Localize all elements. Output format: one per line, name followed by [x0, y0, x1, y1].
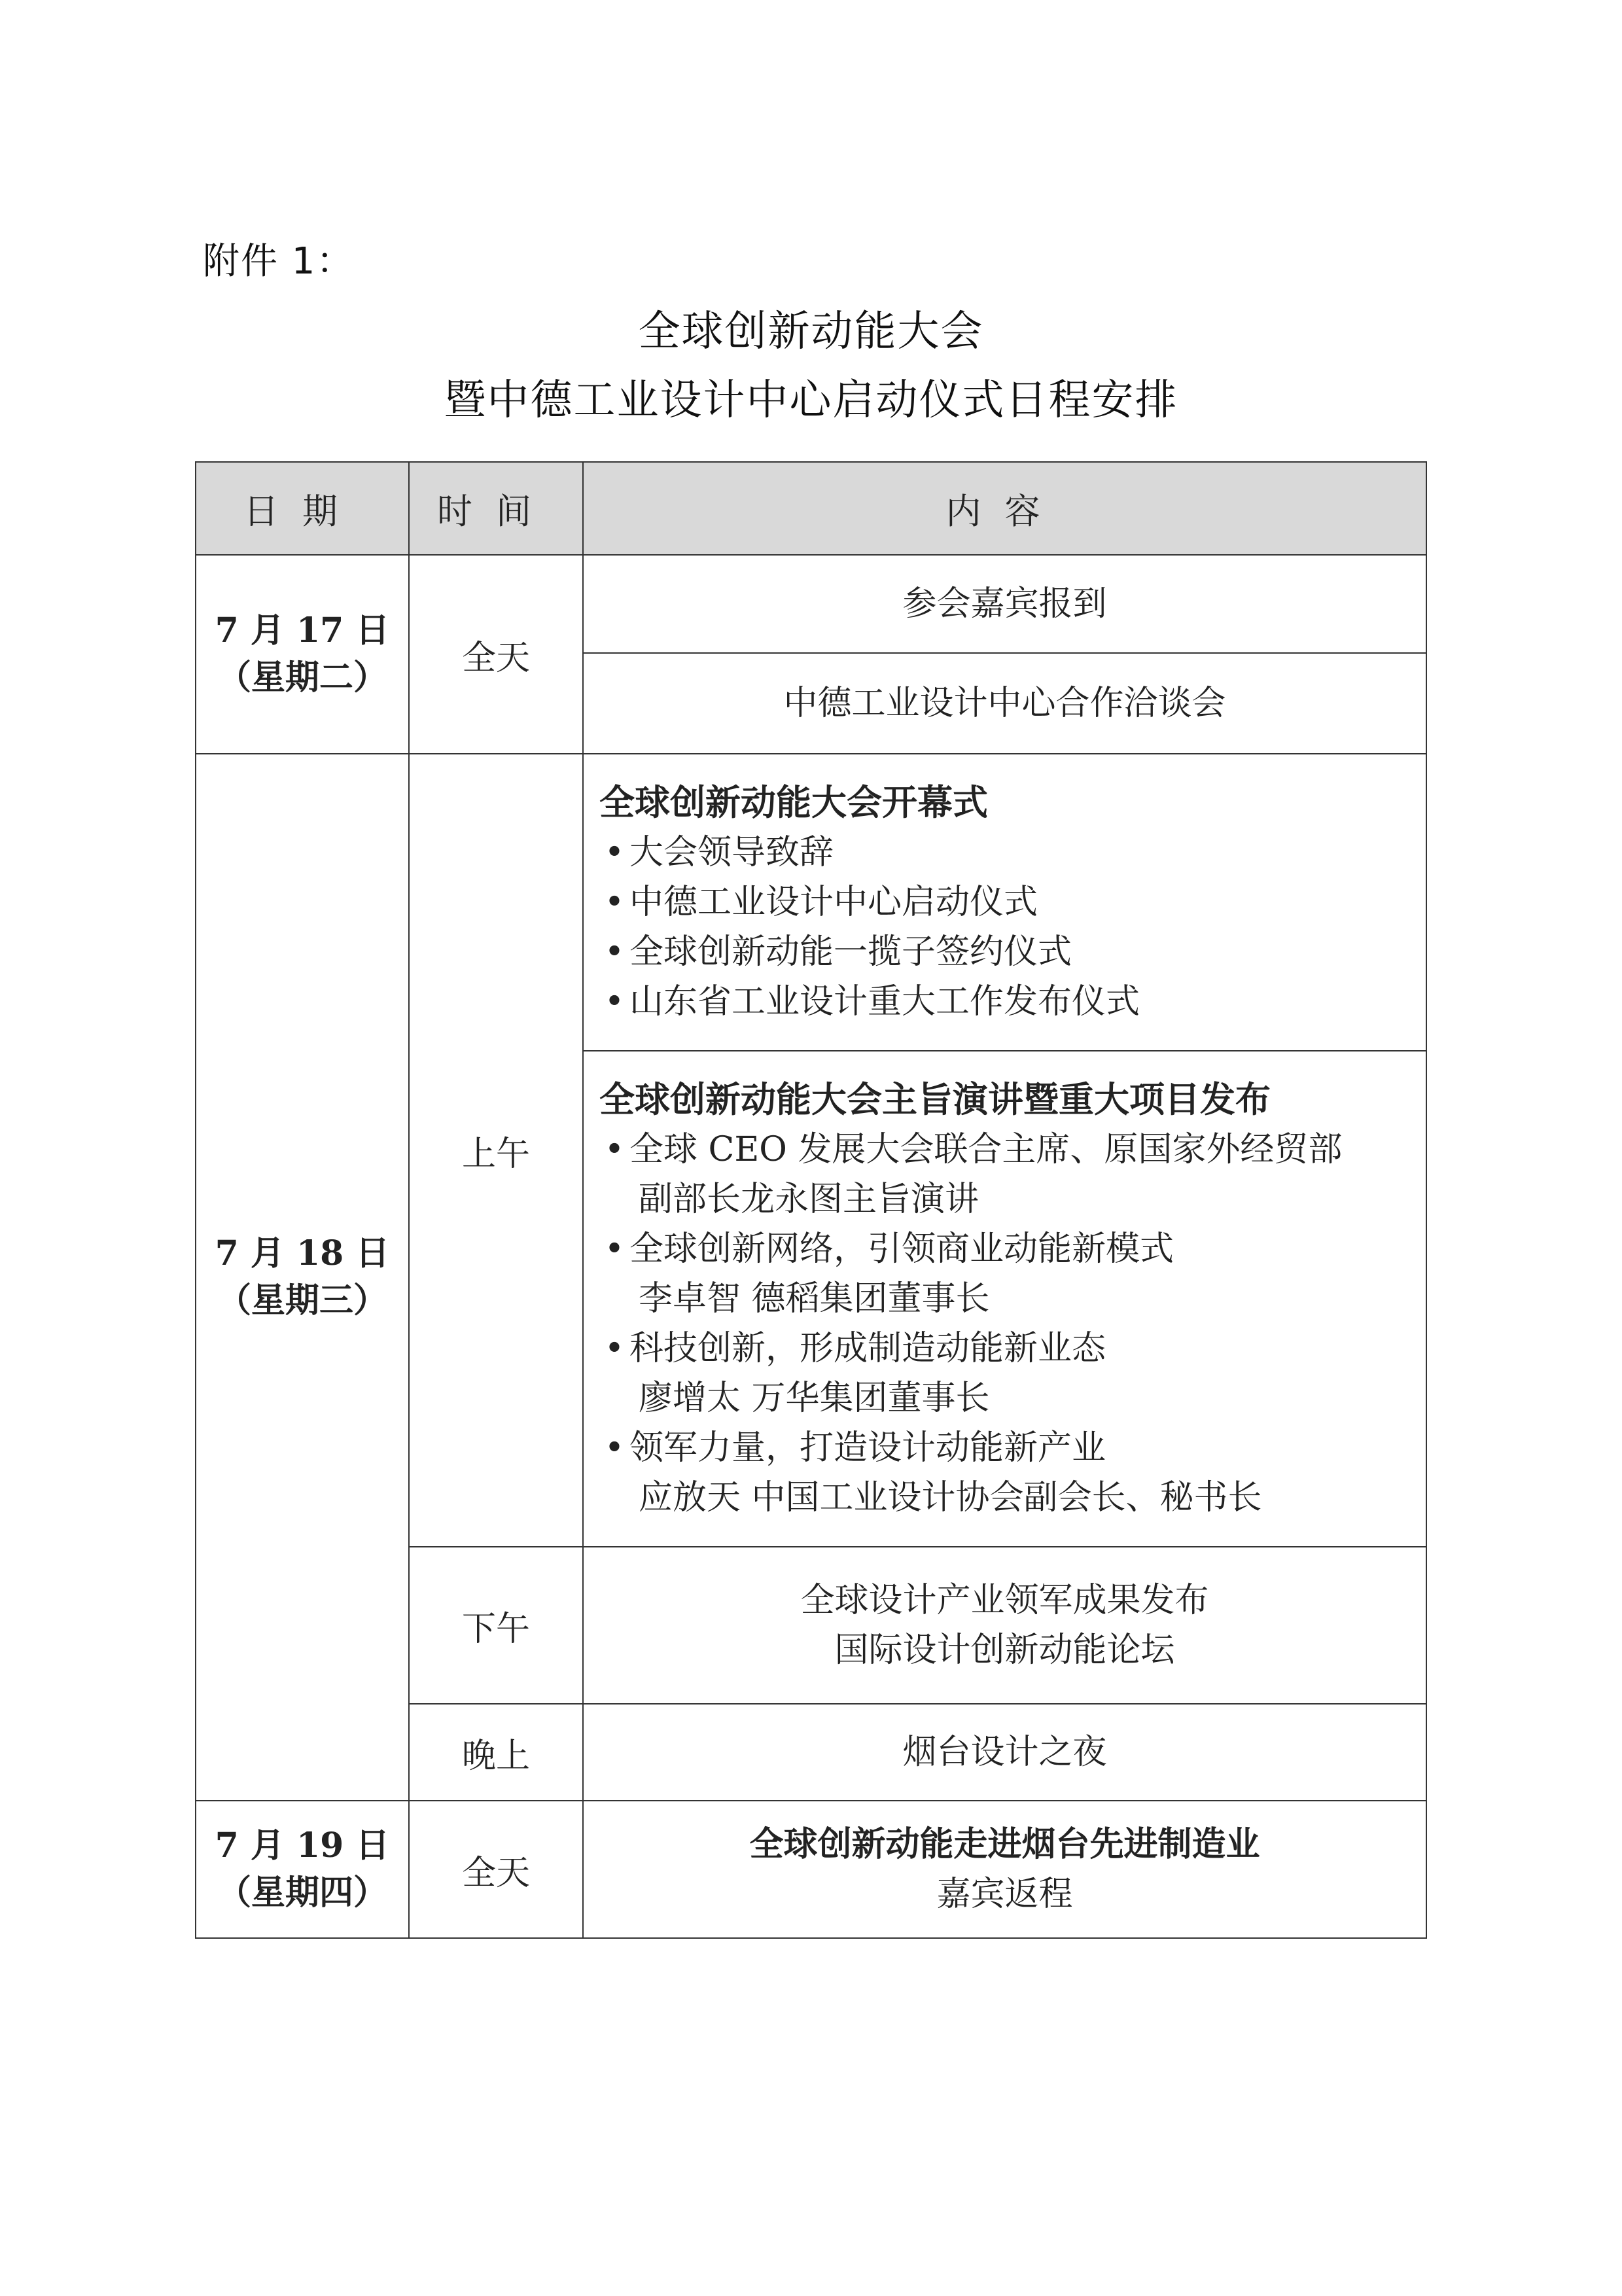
bullet-icon: •: [604, 982, 625, 1021]
opening-heading: 全球创新动能大会开幕式: [599, 782, 988, 823]
content-evening: 烟台设计之夜: [583, 1704, 1426, 1801]
document-title-line-1: 全球创新动能大会: [638, 308, 984, 356]
list-item: • 山东省工业设计重大工作发布仪式: [599, 977, 1413, 1027]
content-keynote: [583, 1051, 1426, 1547]
bullet-icon: •: [604, 1229, 625, 1269]
time-cell-day3: 全天: [409, 1801, 583, 1938]
content-day3: [583, 1801, 1426, 1938]
list-item: • 全球创新动能一揽子签约仪式: [599, 927, 1413, 977]
bullet-icon: •: [604, 1428, 625, 1468]
bullet-icon: •: [604, 833, 625, 872]
document-title-line-2: 暨中德工业设计中心启动仪式日程安排: [444, 376, 1178, 425]
afternoon-line-1: 全球设计产业领军成果发布: [800, 1581, 1209, 1620]
weekday-day1: （星期二）: [217, 658, 387, 698]
afternoon-line-2: 国际设计创新动能论坛: [834, 1631, 1175, 1670]
time-cell-evening: 晚上: [409, 1704, 583, 1801]
time-cell-morning: 上午: [409, 754, 583, 1547]
date-cell-day3: [196, 1801, 409, 1938]
date-day3: 7 月 19 日: [215, 1826, 390, 1865]
weekday-day3: （星期四）: [217, 1873, 387, 1913]
day3-line-2: 嘉宾返程: [936, 1875, 1073, 1914]
list-item: • 全球 CEO 发展大会联合主席、原国家外经贸部: [599, 1125, 1413, 1174]
schedule-table: [195, 461, 1427, 1939]
bullet-icon: •: [604, 883, 625, 922]
speaker-line: 廖增太 万华集团董事长: [639, 1379, 990, 1418]
list-item: • 科技创新，形成制造动能新业态: [599, 1324, 1413, 1373]
date-cell-day1: [196, 555, 409, 754]
date-day2: 7 月 18 日: [215, 1233, 390, 1273]
content-opening-ceremony: [583, 754, 1426, 1051]
header-time: 时间: [409, 462, 583, 555]
time-cell-afternoon: 下午: [409, 1547, 583, 1704]
content-day1-registration: 参会嘉宾报到: [583, 555, 1426, 653]
table-row: [196, 754, 1426, 1051]
time-cell-day1: 全天: [409, 555, 583, 754]
header-content: 内容: [583, 462, 1426, 555]
date-cell-day2: [196, 754, 409, 1801]
list-item: • 全球创新网络，引领商业动能新模式: [599, 1224, 1413, 1274]
list-item: • 中德工业设计中心启动仪式: [599, 877, 1413, 927]
list-item: • 领军力量，打造设计动能新产业: [599, 1423, 1413, 1473]
header-date: 日期: [196, 462, 409, 555]
weekday-day2: （星期三）: [217, 1280, 387, 1320]
table-header-row: [196, 462, 1426, 555]
list-item: • 大会领导致辞: [599, 828, 1413, 877]
keynote-heading: 全球创新动能大会主旨演讲暨重大项目发布: [599, 1079, 1271, 1120]
attachment-label: 附件 1：: [203, 240, 355, 283]
day3-line-1: 全球创新动能走进烟台先进制造业: [749, 1824, 1260, 1864]
content-afternoon: [583, 1547, 1426, 1704]
speaker-line: 李卓智 德稻集团董事长: [639, 1279, 990, 1318]
table-row: [196, 555, 1426, 653]
bullet-icon: •: [604, 932, 625, 972]
speaker-line: 副部长龙永图主旨演讲: [639, 1180, 979, 1219]
bullet-icon: •: [604, 1329, 625, 1368]
bullet-icon: •: [604, 1130, 625, 1169]
speaker-line: 应放天 中国工业设计协会副会长、秘书长: [639, 1478, 1262, 1517]
table-row: [196, 1801, 1426, 1938]
date-day1: 7 月 17 日: [215, 610, 390, 650]
content-day1-talks: 中德工业设计中心合作洽谈会: [583, 653, 1426, 754]
